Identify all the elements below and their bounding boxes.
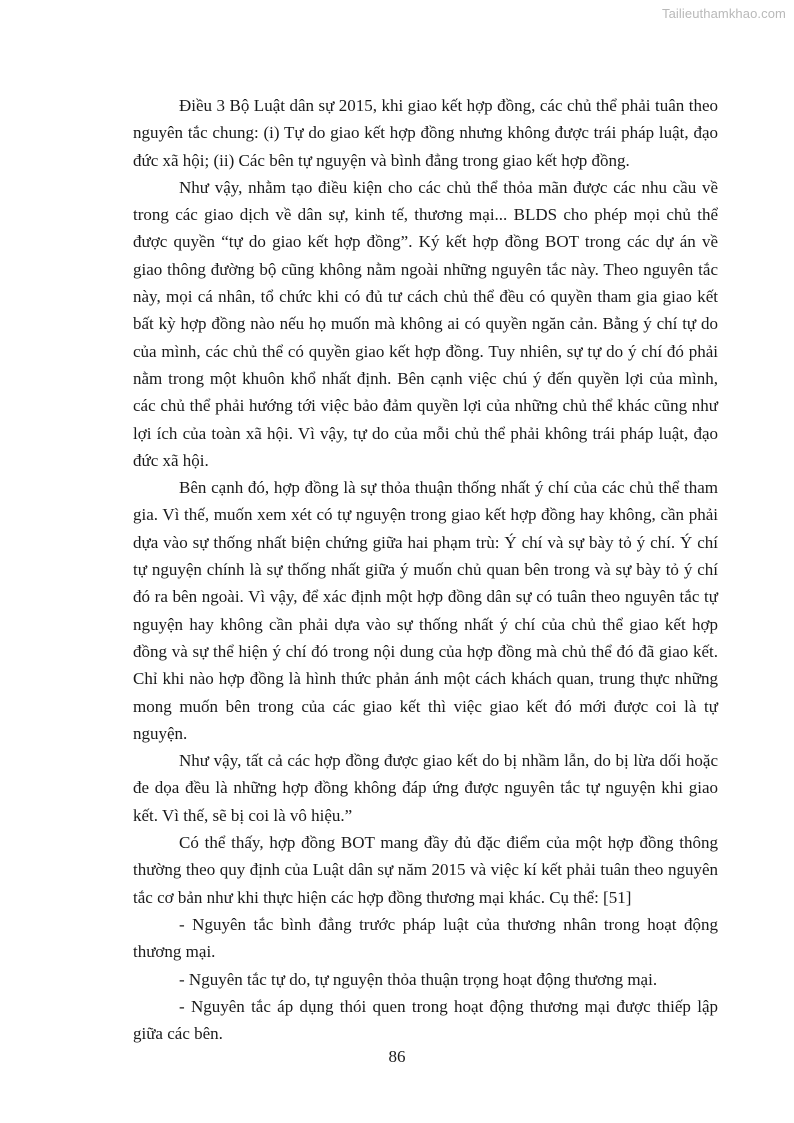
list-item: - Nguyên tắc áp dụng thói quen trong hoạt động thương mại được thiếp lập giữa các bên. [133,996,718,1044]
paragraph: Như vậy, nhằm tạo điều kiện cho các chủ thể thỏa mãn được các nhu cầu về trong các giao dịch về dân sự, kinh tế, thương mại... BLDS cho phép mọi chủ thể được quyền “tự do giao kết hợp đồng”. Ký kết hợp đồng BOT trong các dự án về giao thông đường bộ cũng không nằm ngoài những nguyên tắc này. Theo nguyên tắc này, mọi cá nhân, tổ chức khi có đủ tư cách chủ thể đều có quyền tham gia giao kết bất kỳ hợp đồng nào nếu họ muốn mà không ai có quyền ngăn cản. Bằng ý chí tự do của mình, các chủ thể có quyền giao kết hợp đồng. Tuy nhiên, sự tự do ý chí đó phải nằm trong một khuôn khổ nhất định. Bên cạnh việc chú ý đến quyền lợi của mình, các chủ thể phải hướng tới việc bảo đảm quyền lợi của những chủ thể khác cũng như lợi ích của toàn xã hội. Vì vậy, tự do của mỗi chủ thể phải không trái pháp luật, đạo đức xã hội. [133,177,718,470]
paragraph: Như vậy, tất cả các hợp đồng được giao kết do bị nhầm lẫn, do bị lừa dối hoặc đe dọa đều là những hợp đồng không đáp ứng được nguyên tắc tự nguyện khi giao kết. Vì thế, sẽ bị coi là vô hiệu.” [133,751,718,825]
page-body [133,92,718,1047]
page-number: 86 [388,1047,406,1066]
list-item: - Nguyên tắc bình đẳng trước pháp luật của thương nhân trong hoạt động thương mại. [133,914,718,962]
paragraph: Có thể thấy, hợp đồng BOT mang đầy đủ đặc điểm của một hợp đồng thông thường theo quy định của Luật dân sự năm 2015 và việc kí kết phải tuân theo nguyên tắc cơ bản như khi thực hiện các hợp đồng thương mại khác. Cụ thể: [51] [133,833,718,907]
watermark-text: Tailieuthamkhao.com [661,6,786,21]
list-item: - Nguyên tắc tự do, tự nguyện thỏa thuận trọng hoạt động thương mại. [179,969,658,989]
paragraph: Bên cạnh đó, hợp đồng là sự thỏa thuận thống nhất ý chí của các chủ thể tham gia. Vì thế, muốn xem xét có tự nguyện trong giao kết hợp đồng hay không, cần phải dựa vào sự thống nhất biện chứng giữa hai phạm trù: Ý chí và sự bày tỏ ý chí. Ý chí tự nguyện chính là sự thống nhất giữa ý muốn chủ quan bên trong và sự bày tỏ ý chí đó ra bên ngoài. Vì vậy, để xác định một hợp đồng dân sự có tuân theo nguyên tắc tự nguyện hay không cần phải dựa vào sự thống nhất ý chí của chủ thể giao kết hợp đồng và sự thể hiện ý chí đó trong nội dung của hợp đồng mà chủ thể đó đã giao kết. Chỉ khi nào hợp đồng là hình thức phản ánh một cách khách quan, trung thực những mong muốn bên trong của các giao kết thì việc giao kết đó mới được coi là tự nguyện. [133,478,718,743]
paragraph: Điều 3 Bộ Luật dân sự 2015, khi giao kết hợp đồng, các chủ thể phải tuân theo nguyên tắc chung: (i) Tự do giao kết hợp đồng nhưng không được trái pháp luật, đạo đức xã hội; (ii) Các bên tự nguyện và bình đẳng trong giao kết hợp đồng. [133,96,718,170]
